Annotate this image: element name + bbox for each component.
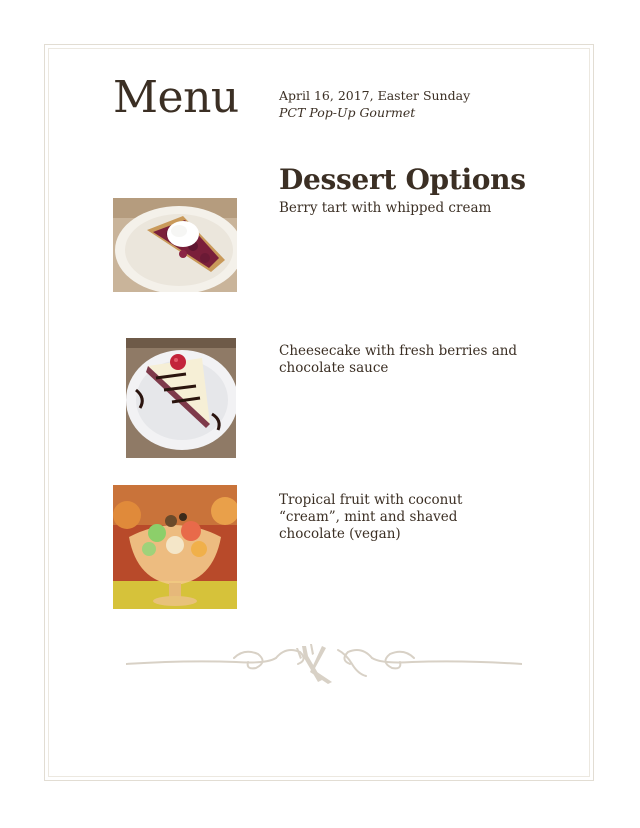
ornament-divider [126, 640, 522, 688]
event-subtitle: PCT Pop-Up Gourmet [279, 105, 416, 120]
menu-title: Menu [113, 72, 239, 123]
item-description: Tropical fruit with coconut “cream”, mint and shaved chocolate (vegan) [279, 492, 463, 542]
item-description: Cheesecake with fresh berries and chocolate sauce [279, 343, 518, 376]
section-heading: Dessert Options [279, 163, 526, 196]
tropical-fruit-photo [113, 485, 237, 609]
item-description: Berry tart with whipped cream [279, 200, 492, 216]
event-date: April 16, 2017, Easter Sunday [279, 88, 471, 103]
fork-knife-icon [296, 644, 332, 684]
cheesecake-photo [126, 338, 236, 458]
berry-tart-photo [113, 198, 237, 292]
